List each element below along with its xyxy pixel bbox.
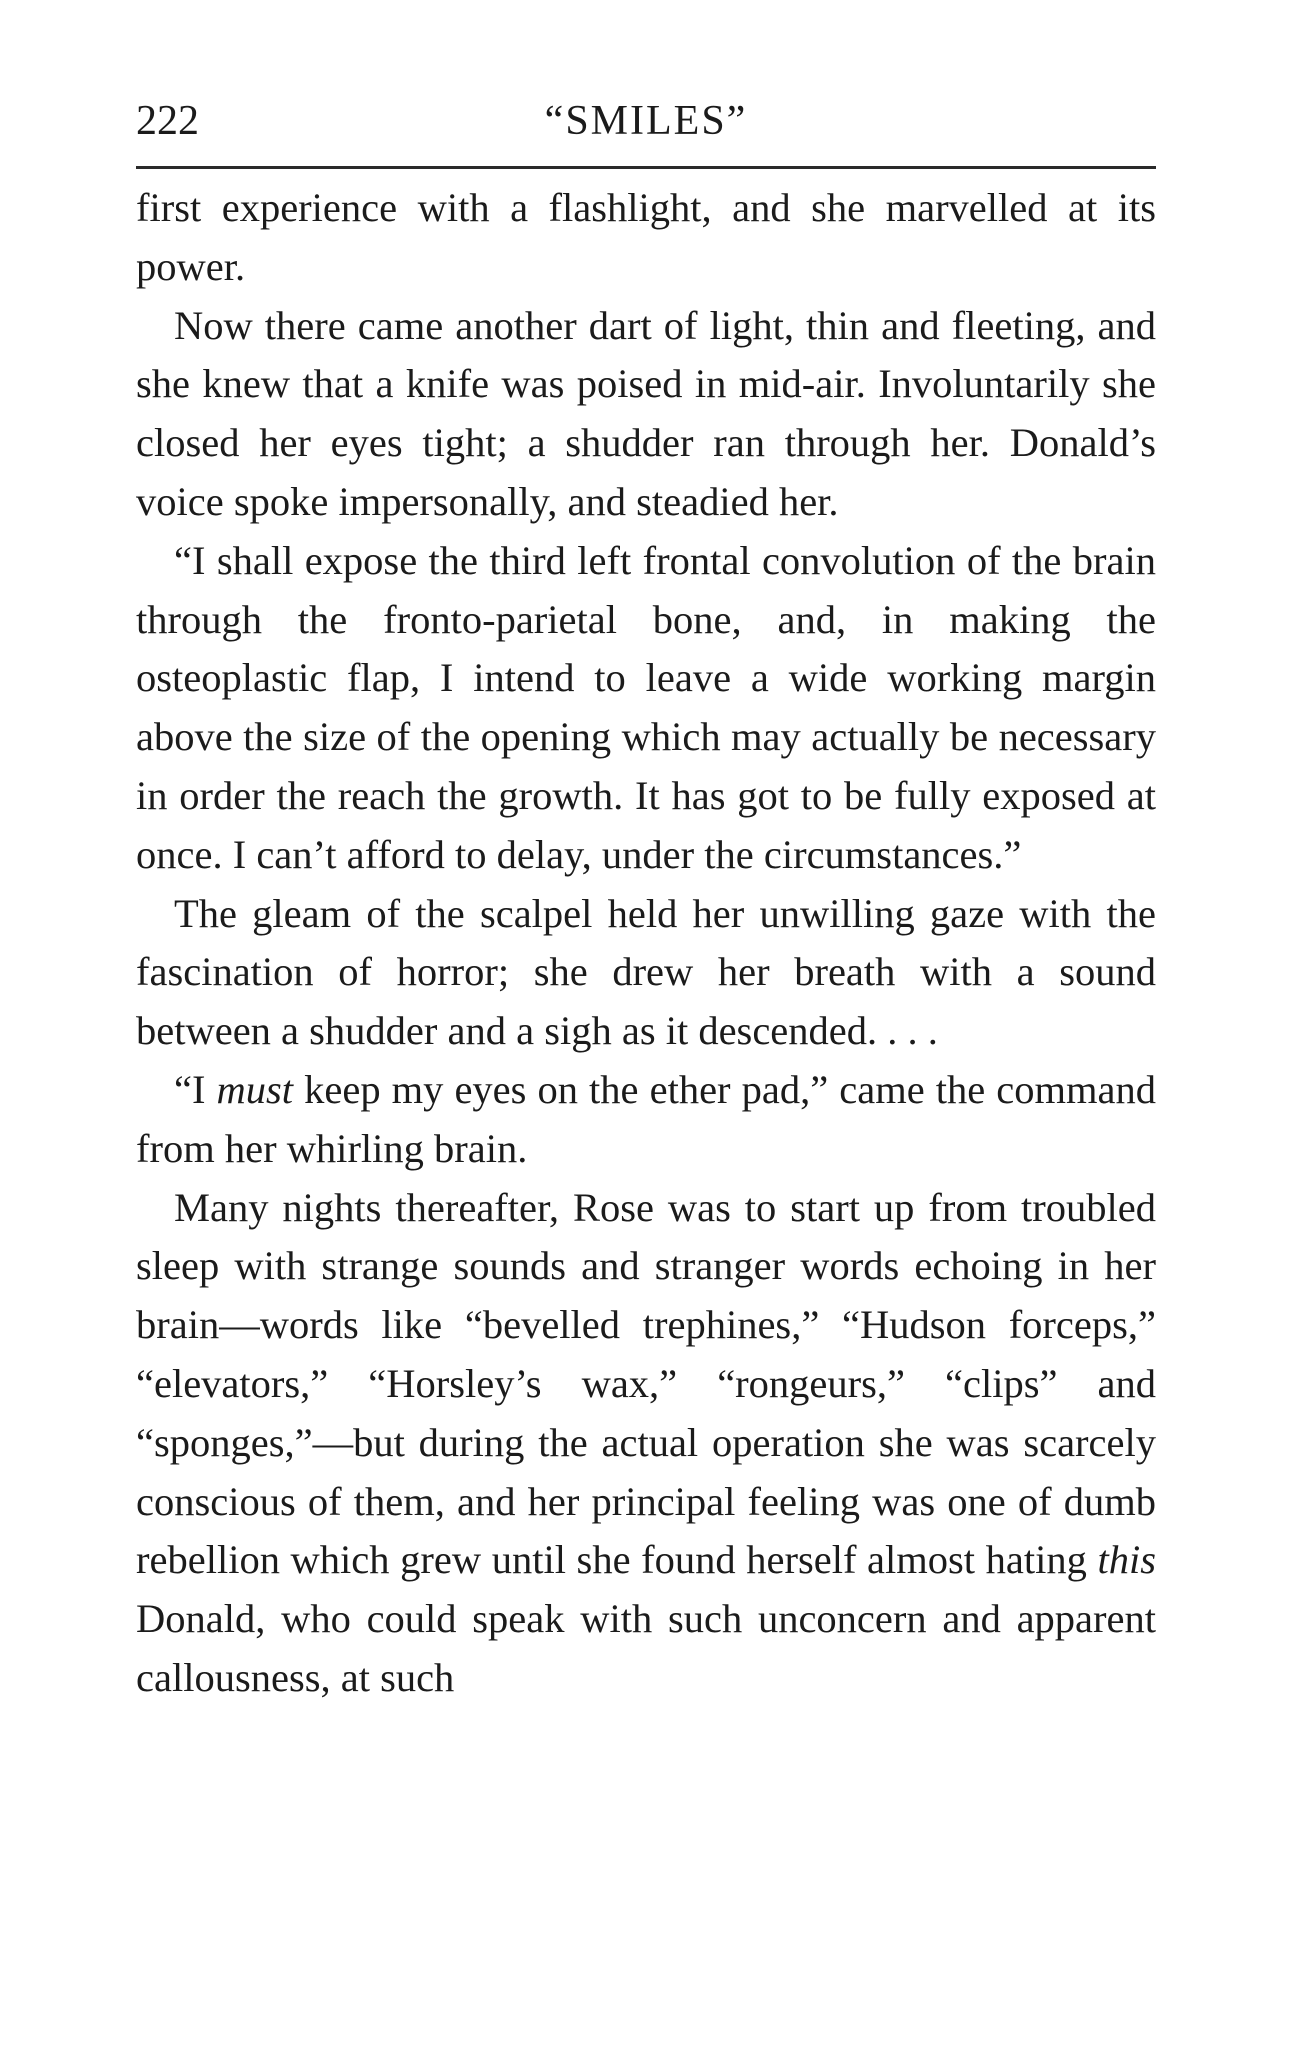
body-text [136, 179, 1156, 1708]
page-number: 222 [136, 98, 199, 144]
text-span: “I [174, 1066, 217, 1112]
paragraph: Now there came another dart of light, thin and fleeting, and she knew that a knife was poised in mid-air. Involuntarily she closed her eyes tight; a shudder ran through her. Donald’s voice spoke impersonally, and steadied her. [136, 302, 1156, 524]
paragraph-quote [136, 1061, 1156, 1179]
paragraph-continued: first experience with a flashlight, and she marvelled at its power. [136, 185, 1156, 289]
italic-text: this [1097, 1537, 1156, 1583]
page-header [136, 100, 1156, 169]
book-page [136, 100, 1156, 1708]
paragraph-quote: “I shall expose the third left frontal convolution of the brain through the fronto-parietal bone, and, in making the osteoplastic flap, I intend to leave a wide working margin above the size of the opening which may actually be necessary in order the reach the growth. It has got to be fully exposed at once. I can’t afford to delay, under the circumstances.” [136, 537, 1156, 877]
paragraph [136, 1179, 1156, 1708]
paragraph: The gleam of the scalpel held her unwilling gaze with the fascination of horror; she drew her breath with a sound between a shudder and a sigh as it descended. . . . [136, 890, 1156, 1054]
running-title: “SMILES” [544, 98, 748, 144]
italic-text: must [216, 1066, 294, 1112]
text-span: keep my eyes on the ether pad,” came the command from her whirling brain. [136, 1066, 1156, 1171]
text-span: Donald, who could speak with such unconcern and apparent callousness, at such [136, 1596, 1156, 1700]
text-span: Many nights thereafter, Rose was to start up from troubled sleep with strange sounds and stranger words echoing in her brain—words like “bevelled trephines,” “Hudson forceps,” “elevators,” “Horsley’s wax,” “rongeurs,” “clips” and “sponges,”—but during the actual operation she was scarcely conscious of them, and her principal feeling was one of dumb rebellion which grew until she found herself almost hating [136, 1184, 1156, 1583]
